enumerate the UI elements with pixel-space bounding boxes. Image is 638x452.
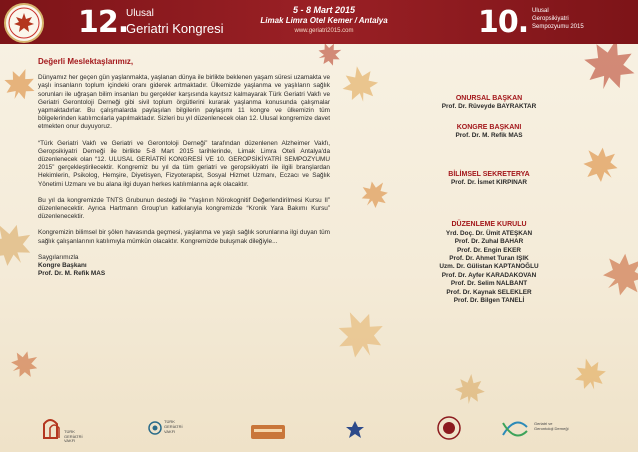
letter-closing: Saygılarımızla <box>38 253 79 261</box>
committee-member: Yrd. Doç. Dr. Ümit ATEŞKAN <box>445 229 533 237</box>
committee-honorary <box>404 95 574 112</box>
committee-member: Prof. Dr. Engin EKER <box>457 246 521 254</box>
committee-list <box>404 95 574 315</box>
logo6-line2: Gerontoloji Derneği <box>534 426 569 431</box>
logo2-line2: GERİATRİ <box>164 424 183 429</box>
committee-member: Prof. Dr. Ayfer KARADAKOVAN <box>441 271 537 279</box>
committee-president <box>404 124 574 141</box>
welcome-letter <box>38 58 330 278</box>
symposium-title-line1: Ulusal <box>532 8 549 14</box>
letter-heading: Değerli Meslektaşlarımız, <box>38 57 134 66</box>
congress-seal-icon <box>4 3 44 43</box>
letter-paragraph: Dünyamız her geçen gün yaşlanmakta, yaşlanan dünya ile birlikte beklenen yaşam süresi uzamakta ve yaşlı insanların toplum içindeki oranı giderek artmaktadır. Ülkemizde yaşlanma ve yaşlıların sağlık sorunları ile uğraşan bilim insanları bu gerçekler karşısında kayıtsız kalmayarak Türk Geriatri Vakfı ve Geriatri Gerontoloji Derneği gibi sivil toplum örgütlerini kurarak yaşlanma konusunda çalışmalar yapmaktadırlar. Bu çalışmalarda paylaşılan bilgilerin paylaşımı 11 kongre ve ülkemizin tüm bölgelerinden katılımcılarla yapılmaktadır. Sizleri bu yıl düzenlenecek olan 12. Ulusal kongremize davet etmekten onur duyuyoruz. <box>38 74 330 131</box>
turk-geriatri-vakfi-logo-icon <box>148 414 162 442</box>
signatory-title: Kongre Başkanı <box>38 262 87 270</box>
committee-member: Prof. Dr. M. Refik MAS <box>455 132 523 140</box>
committee-heading: KONGRE BAŞKANI <box>456 123 522 131</box>
letter-paragraph: Kongremizin bilimsel bir şölen havasında geçmesi, yaşlanma ve yaşlı sağlık sorunlarına ilgi duyan tüm sağlık çalışanlarının katılımıyla mümkün olacaktır. Kongremizde buluşmak dileğiyle... <box>38 229 330 245</box>
committee-member: Prof. Dr. Rüveyde BAYRAKTAR <box>441 103 537 111</box>
letter-paragraph: “Türk Geriatri Vakfı ve Geriatri ve Gerontoloji Derneği” tarafından düzenlenen Alzheimer Vakfı, Geropsikiyatri Derneği ile birlikte 5-8 Mart 2015 tarihlerinde, Limak Limra Oteli Antalya'da düzenlenecek olan “12. ULUSAL GERİATRİ KONGRESİ VE 10. GEROPSİKİYATRİ SEMPOZYUMU 2015” gerçekleştirilecektir. Kongremiz bu yıl da tüm geriatri ve geropsikiyatri ile ilgili branşlardan Hekimlerin, Psikolog, Hemşire, Diyetisyen, Fizyoterapist, Sosyal Hizmet Uzmanı, Eczacı ve Sağlık Yönetimi Uzmanı ve bu alana ilgi duyan herkes katılımlarına açık olacaktır. <box>38 139 330 188</box>
committee-heading: ONURSAL BAŞKAN <box>455 95 523 102</box>
committee-member: Prof. Dr. Zuhal BAHAR <box>454 238 524 246</box>
committee-member: Prof. Dr. Bilgen TANELİ <box>453 297 525 305</box>
letter-paragraph: Bu yıl da kongremizde TNTS Grubunun desteği ile “Yaşlının Nörokognitif Değerlendirilmesi Kursu II” düzenlenecektir. Ayrıca Hartmann Group'un katkılarıyla kongremizde “Kronik Yara Bakımı Kursu” düzenlenecektir. <box>38 196 330 221</box>
logo2-line1: TÜRK <box>164 419 175 424</box>
event-venue: Limak Limra Otel Kemer / Antalya <box>260 16 388 25</box>
committee-member: Prof. Dr. Ahmet Turan IŞIK <box>449 255 529 263</box>
symposium-title-line2: Geropsikiyatri <box>532 16 569 22</box>
event-date: 5 - 8 Mart 2015 <box>292 5 356 15</box>
congress-title-line1: Ulusal <box>126 8 154 19</box>
committee-member: Prof. Dr. İsmet KIRPINAR <box>451 179 527 187</box>
committee-member: Uzm. Dr. Gülistan KAPTANOĞLU <box>439 263 539 271</box>
signatory-name: Prof. Dr. M. Refik MAS <box>38 270 106 278</box>
emblem-logo-icon <box>344 416 366 444</box>
congress-title-line2: Geriatri Kongresi <box>126 21 224 36</box>
dna-logo-icon <box>500 414 530 442</box>
logo1-caption: TÜRK GERİATRİ VAKFI <box>64 429 83 444</box>
university-seal-icon <box>436 414 462 442</box>
committee-secretariat <box>404 171 574 188</box>
committee-member: Prof. Dr. Kaynak SELEKLER <box>446 288 532 296</box>
event-website: www.geriatri2015.com <box>294 28 354 34</box>
congress-number: 12. <box>78 5 129 40</box>
sponsor-logos <box>0 402 638 452</box>
committee-member: Prof. Dr. Selim NALBANT <box>450 280 528 288</box>
association-logo-icon <box>250 418 286 446</box>
symposium-title-line3: Sempozyumu 2015 <box>532 24 584 30</box>
logo2-line3: VAKFI <box>164 429 176 434</box>
logo6-line1: Geriatri ve <box>534 421 553 426</box>
header-banner <box>0 0 638 44</box>
symposium-number: 10. <box>478 5 529 40</box>
committee-heading: BİLİMSEL SEKRETERYA <box>448 170 530 178</box>
committee-organizing <box>404 221 574 305</box>
committee-heading: DÜZENLEME KURULU <box>451 221 527 229</box>
